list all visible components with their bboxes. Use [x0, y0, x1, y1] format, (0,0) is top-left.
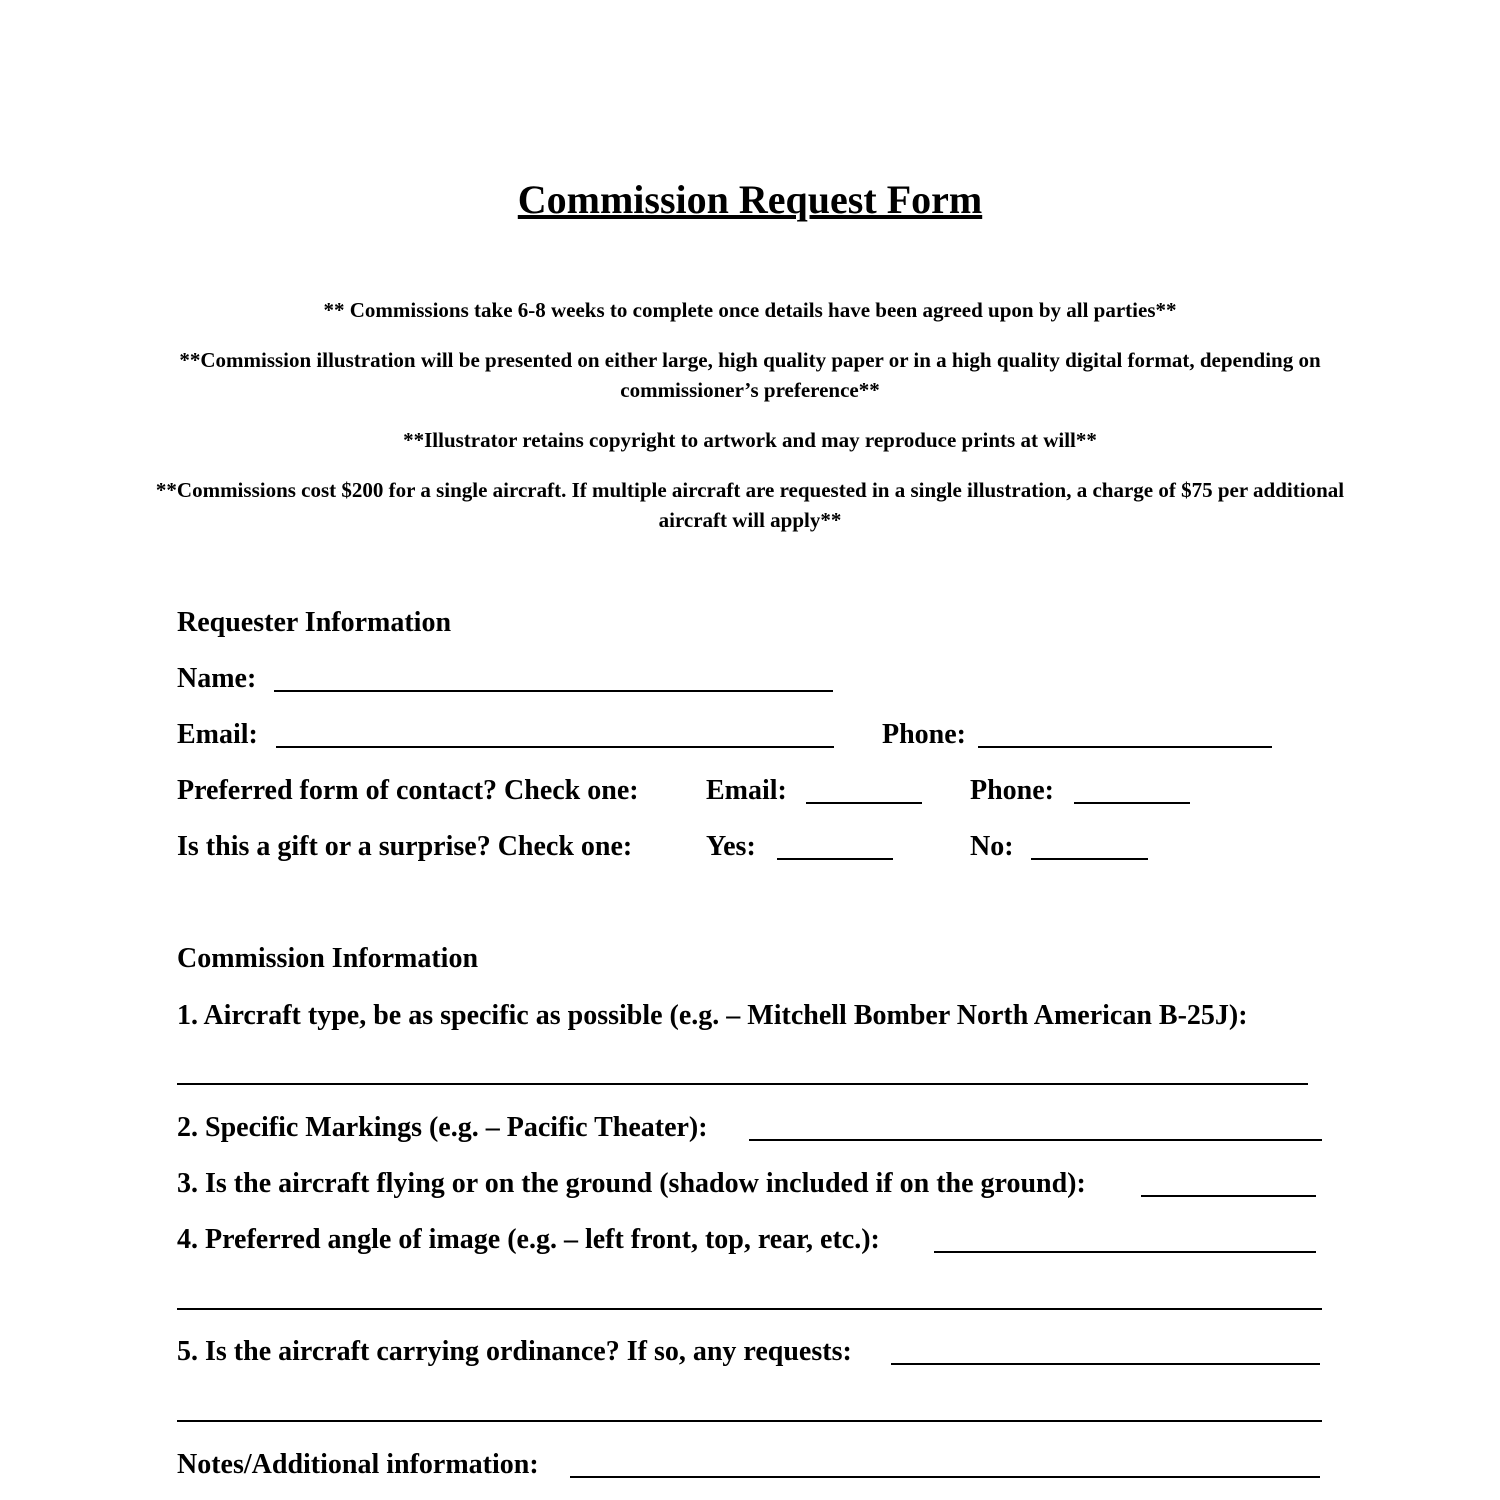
note-copyright: **Illustrator retains copyright to artwork and may reproduce prints at will** — [403, 428, 1097, 452]
commission-heading: Commission Information — [177, 943, 479, 974]
gift-no-check[interactable] — [1031, 858, 1148, 860]
q1-field[interactable] — [177, 1083, 1308, 1085]
contact-label: Preferred form of contact? Check one: — [177, 775, 639, 806]
email-field[interactable] — [276, 746, 834, 748]
q1-label: 1. Aircraft type, be as specific as possible (e.g. – Mitchell Bomber North American B-25J): — [177, 1000, 1248, 1031]
gift-label: Is this a gift or a surprise? Check one: — [177, 831, 633, 862]
q3-field[interactable] — [1141, 1195, 1316, 1197]
q2-field[interactable] — [749, 1139, 1322, 1141]
gift-no-label: No: — [970, 831, 1014, 862]
q4-label: 4. Preferred angle of image (e.g. – left front, top, rear, etc.): — [177, 1224, 880, 1255]
gift-yes-label: Yes: — [706, 831, 756, 862]
q5-field-extra[interactable] — [177, 1420, 1322, 1422]
contact-phone-label: Phone: — [970, 775, 1054, 806]
note-timeline: ** Commissions take 6-8 weeks to complete once details have been agreed upon by all parties** — [323, 298, 1177, 322]
notes-label: Notes/Additional information: — [177, 1449, 539, 1480]
q5-field[interactable] — [891, 1363, 1320, 1365]
notes-field[interactable] — [570, 1476, 1320, 1478]
email-label: Email: — [177, 719, 258, 750]
name-field[interactable] — [274, 690, 833, 692]
q4-field[interactable] — [934, 1251, 1316, 1253]
q5-label: 5. Is the aircraft carrying ordinance? If so, any requests: — [177, 1336, 852, 1367]
q3-label: 3. Is the aircraft flying or on the ground (shadow included if on the ground): — [177, 1168, 1086, 1199]
phone-field[interactable] — [978, 746, 1272, 748]
page-title: Commission Request Form — [517, 177, 983, 222]
q4-field-extra[interactable] — [177, 1308, 1322, 1310]
phone-label: Phone: — [882, 719, 966, 750]
gift-yes-check[interactable] — [777, 858, 893, 860]
note-cost: **Commissions cost $200 for a single aircraft. If multiple aircraft are requested in a single illustration, a charge of $75 per additional aircraft will apply** — [155, 478, 1345, 532]
contact-email-check[interactable] — [806, 802, 922, 804]
name-label: Name: — [177, 663, 257, 694]
contact-phone-check[interactable] — [1074, 802, 1190, 804]
requester-heading: Requester Information — [177, 607, 452, 638]
q2-label: 2. Specific Markings (e.g. – Pacific Theater): — [177, 1112, 708, 1143]
contact-email-label: Email: — [706, 775, 787, 806]
note-format: **Commission illustration will be presented on either large, high quality paper or in a high quality digital format, depending on commissioner’s preference** — [179, 348, 1321, 402]
